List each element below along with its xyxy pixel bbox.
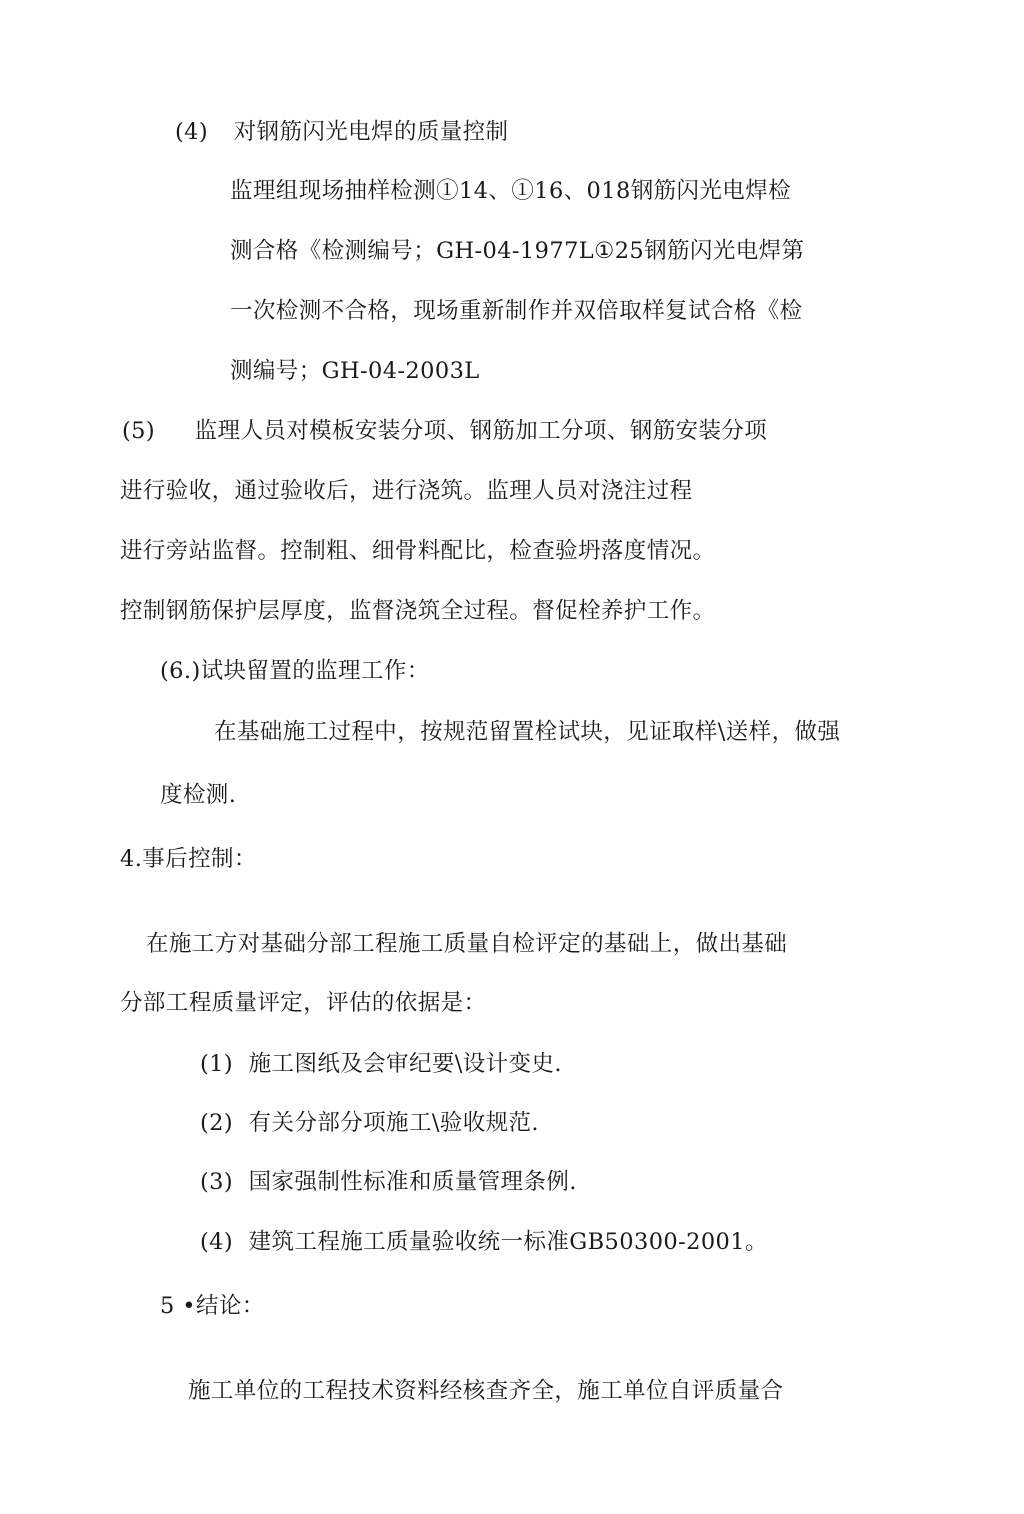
item6-heading: (6.)试块留置的监理工作： <box>160 658 430 684</box>
after-control-paragraph-line: 分部工程质量评定，评估的依据是： <box>120 990 487 1016</box>
item6-paragraph-line: 度检测. <box>160 782 237 808</box>
conclusion-heading: 5 •结论： <box>160 1293 265 1319</box>
basis-list-text: 国家强制性标准和质量管理条例. <box>248 1169 577 1195</box>
item5-paragraph-line: 控制钢筋保护层厚度，监督浇筑全过程。督促栓养护工作。 <box>120 598 716 624</box>
item4-paragraph-line: 监理组现场抽样检测①14、①16、018钢筋闪光电焊检 <box>230 178 792 204</box>
basis-list-label: (4) <box>200 1229 234 1255</box>
basis-list-text: 施工图纸及会审纪要\设计变史. <box>248 1051 562 1077</box>
item4-paragraph-line: 测编号；GH-04-2003L <box>230 358 480 384</box>
item4-heading: 对钢筋闪光电焊的质量控制 <box>233 119 509 145</box>
after-control-heading: 4.事后控制： <box>120 846 257 872</box>
basis-list-item <box>200 1167 577 1197</box>
item5-paragraph-line: 进行验收，通过验收后，进行浇筑。监理人员对浇注过程 <box>120 478 693 504</box>
basis-list-label: (3) <box>200 1169 234 1195</box>
item4-label: (4) <box>175 119 209 145</box>
basis-list-label: (1) <box>200 1051 234 1077</box>
basis-list-item <box>200 1227 768 1257</box>
item5-text: 监理人员对模板安装分项、钢筋加工分项、钢筋安装分项 <box>194 418 768 444</box>
after-control-paragraph-line: 在施工方对基础分部工程施工质量自检评定的基础上，做出基础 <box>146 931 788 957</box>
item5-first-line <box>122 416 767 446</box>
item5-paragraph-line: 进行旁站监督。控制粗、细骨料配比，检查验坍落度情况。 <box>120 538 716 564</box>
item4-paragraph-line: 测合格《检测编号；GH-04-1977L①25钢筋闪光电焊第 <box>230 238 805 264</box>
item4-paragraph-line: 一次检测不合格，现场重新制作并双倍取样复试合格《检 <box>230 298 803 324</box>
basis-list-text: 有关分部分项施工\验收规范. <box>248 1110 539 1136</box>
basis-list-item <box>200 1108 539 1138</box>
basis-list-label: (2) <box>200 1110 234 1136</box>
conclusion-paragraph-line: 施工单位的工程技术资料经核查齐全，施工单位自评质量合 <box>188 1378 784 1404</box>
basis-list-item <box>200 1049 562 1079</box>
item5-label: (5) <box>122 418 156 444</box>
item6-paragraph-line: 在基础施工过程中，按规范留置栓试块，见证取样\送样，做强 <box>214 719 841 745</box>
item4-heading-line <box>175 117 508 147</box>
basis-list-text: 建筑工程施工质量验收统一标准GB50300-2001。 <box>248 1229 768 1255</box>
